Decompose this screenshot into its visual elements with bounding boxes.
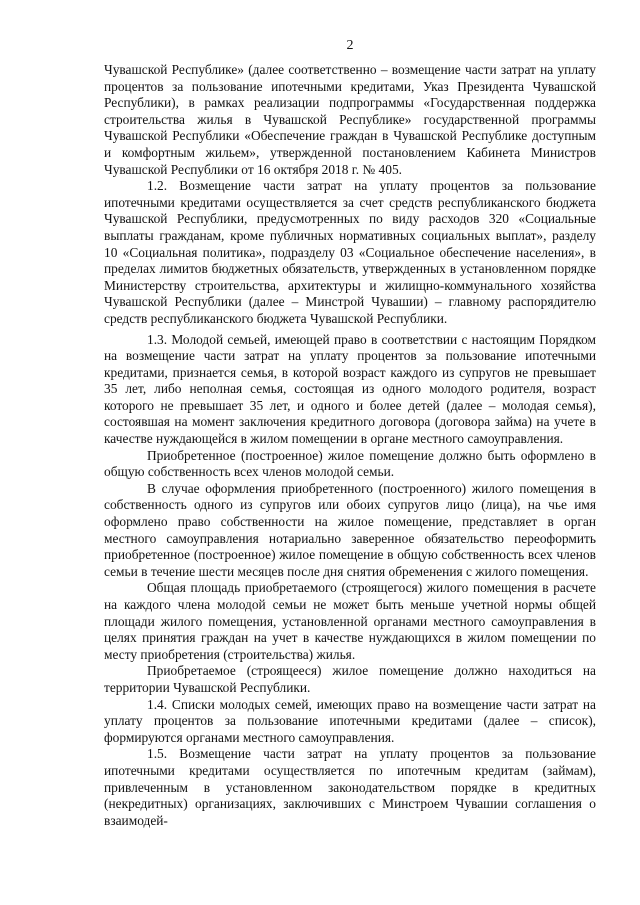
paragraph-registration-case: В случае оформления приобретенного (построенного) жилого помещения в собственность одного из супругов или обоих супругов лицо (лица), на чье имя оформлено право собственности на жилое помещение, представляет в орган местного самоуправления нотариально заверенное обязательство переоформить приобретенное (построенное) жилое помещение в общую собственность всех членов семьи в течение шести месяцев после дня снятия обременения с жилого помещения. <box>104 480 596 579</box>
paragraph-1-2: 1.2. Возмещение части затрат на уплату процентов за пользование ипотечными кредитами осуществляется за счет средств республиканского бюджета Чувашской Республики, предусмотренных по виду расходов 320 «Социальные выплаты гражданам, кроме публичных нормативных социальных выплат», разделу 10 «Социальная политика», подразделу 03 «Социальное обеспечение населения», в пределах лимитов бюджетных обязательств, утвержденных в установленном порядке Министерству строительства, архитектуры и жилищно-коммунального хозяйства Чувашской Республики (далее – Минстрой Чувашии) – главному распорядителю средств республиканского бюджета Чувашской Республики. <box>104 178 596 326</box>
paragraph-1-4: 1.4. Списки молодых семей, имеющих право на возмещение части затрат на уплату процентов за пользование ипотечными кредитами (далее – список), формируются органами местного самоуправления. <box>104 696 596 745</box>
paragraph-territory: Приобретаемое (строящееся) жилое помещение должно находиться на территории Чувашской Республики. <box>104 663 596 695</box>
paragraph-total-area: Общая площадь приобретаемого (строящегося) жилого помещения в расчете на каждого члена молодой семьи не может быть меньше учетной нормы общей площади жилого помещения, установленной органами местного самоуправления в целях принятия граждан на учет в качестве нуждающихся в жилом помещении по месту приобретения (строительства) жилья. <box>104 580 596 662</box>
paragraph-intro-continuation: Чувашской Республике» (далее соответственно – возмещение части затрат на уплату процентов за пользование ипотечными кредитами, Указ Президента Чувашской Республики), в рамках реализации подпрограммы «Государственная поддержка строительства жилья в Чувашской Республике» государственной программы Чувашской Республики «Обеспечение граждан в Чувашской Республике доступным и комфортным жильем», утвержденной постановлением Кабинета Министров Чувашской Республики от 16 октября 2018 г. № 405. <box>104 62 596 177</box>
page-number: 2 <box>346 38 354 53</box>
document-page <box>104 38 596 829</box>
paragraph-ownership: Приобретенное (построенное) жилое помещение должно быть оформлено в общую собственность всех членов молодой семьи. <box>104 447 596 480</box>
paragraph-1-3: 1.3. Молодой семьей, имеющей право в соответствии с настоящим Порядком на возмещение части затрат на уплату процентов за пользование ипотечными кредитами, признается семья, в которой возраст каждого из супругов не превышает 35 лет, либо неполная семья, состоящая из одного молодого родителя, возраст которого не превышает 35 лет, и одного и более детей (далее – молодая семья), состоявшая на момент заключения кредитного договора (договора займа) на учете в качестве нуждающейся в жилом помещении в органе местного самоуправления. <box>104 331 596 447</box>
paragraph-1-5: 1.5. Возмещение части затрат на уплату процентов за пользование ипотечными кредитами осуществляется по ипотечным кредитам (займам), привлеченным в установленном законодательством порядке в кредитных (некредитных) организациях, заключивших с Минстроем Чувашии соглашения о взаимодей- <box>104 746 596 828</box>
